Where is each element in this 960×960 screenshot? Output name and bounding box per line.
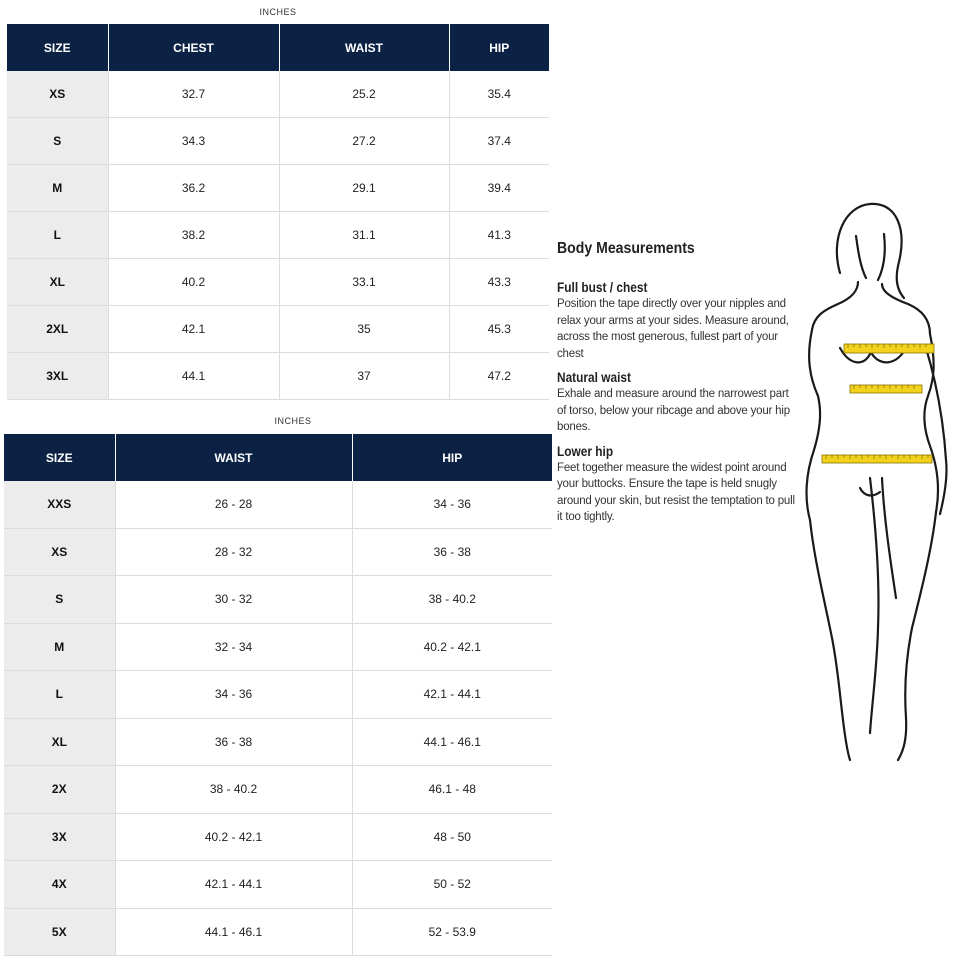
table-row <box>7 71 549 118</box>
measurement-cell: 34.3 <box>108 118 279 165</box>
column-header-size: SIZE <box>4 434 115 481</box>
table-row <box>7 306 549 353</box>
measurements-title: Body Measurements <box>557 240 695 257</box>
measurement-cell: 33.1 <box>279 259 449 306</box>
size-cell: XL <box>4 718 115 766</box>
table-header-row <box>4 434 552 481</box>
size-cell: XXS <box>4 481 115 528</box>
table-row <box>4 766 552 814</box>
measurement-cell: 44.1 - 46.1 <box>352 718 552 766</box>
measurement-cell: 44.1 <box>108 353 279 400</box>
measure-item-hip <box>557 444 797 526</box>
measurement-cell: 43.3 <box>449 259 549 306</box>
measurement-cell: 52 - 53.9 <box>352 908 552 956</box>
measurement-cell: 38 - 40.2 <box>352 576 552 624</box>
size-cell: 2XL <box>7 306 108 353</box>
unit-label-top: INCHES <box>259 7 297 17</box>
measurement-cell: 47.2 <box>449 353 549 400</box>
measure-heading: Natural waist <box>557 370 631 385</box>
measurement-cell: 35 <box>279 306 449 353</box>
measurement-cell: 25.2 <box>279 71 449 118</box>
measurement-cell: 27.2 <box>279 118 449 165</box>
measurement-cell: 31.1 <box>279 212 449 259</box>
table-row <box>4 671 552 719</box>
body-silhouette-icon <box>800 198 950 763</box>
size-cell: L <box>7 212 108 259</box>
table-row <box>4 908 552 956</box>
table-row <box>7 118 549 165</box>
measurement-cell: 50 - 52 <box>352 861 552 909</box>
column-header-chest: CHEST <box>108 24 279 71</box>
size-cell: XS <box>7 71 108 118</box>
measure-heading: Lower hip <box>557 443 614 459</box>
measure-item-bust <box>557 280 797 362</box>
size-cell: 3XL <box>7 353 108 400</box>
measurement-cell: 46.1 - 48 <box>352 766 552 814</box>
table-row <box>4 861 552 909</box>
measurement-cell: 29.1 <box>279 165 449 212</box>
table-row <box>7 353 549 400</box>
size-cell: M <box>4 623 115 671</box>
size-cell: 4X <box>4 861 115 909</box>
measure-text: Exhale and measure around the narrowest part of torso, below your ribcage and above your hip bones. <box>557 388 790 433</box>
size-chart-table-top <box>7 24 549 400</box>
measurement-cell: 38 - 40.2 <box>115 766 352 814</box>
column-header-hip: HIP <box>449 24 549 71</box>
size-cell: 5X <box>4 908 115 956</box>
measurement-cell: 40.2 <box>108 259 279 306</box>
measurement-cell: 37.4 <box>449 118 549 165</box>
column-header-waist: WAIST <box>279 24 449 71</box>
size-cell: XL <box>7 259 108 306</box>
size-cell: 2X <box>4 766 115 814</box>
table-row <box>7 165 549 212</box>
table-row <box>4 576 552 624</box>
table-row <box>7 212 549 259</box>
size-cell: S <box>7 118 108 165</box>
measurement-cell: 39.4 <box>449 165 549 212</box>
measurement-cell: 34 - 36 <box>352 481 552 528</box>
measurement-cell: 40.2 - 42.1 <box>352 623 552 671</box>
measurement-cell: 36 - 38 <box>352 528 552 576</box>
measurement-cell: 37 <box>279 353 449 400</box>
table-row <box>4 481 552 528</box>
measurement-cell: 32 - 34 <box>115 623 352 671</box>
table-row <box>4 813 552 861</box>
size-cell: 3X <box>4 813 115 861</box>
measurement-cell: 35.4 <box>449 71 549 118</box>
table-row <box>7 259 549 306</box>
size-cell: S <box>4 576 115 624</box>
measurement-cell: 42.1 <box>108 306 279 353</box>
unit-label-bottom: INCHES <box>274 416 312 426</box>
table-row <box>4 623 552 671</box>
column-header-hip: HIP <box>352 434 552 481</box>
measurement-cell: 36 - 38 <box>115 718 352 766</box>
size-cell: M <box>7 165 108 212</box>
measurement-cell: 32.7 <box>108 71 279 118</box>
measurement-cell: 40.2 - 42.1 <box>115 813 352 861</box>
measurement-cell: 42.1 - 44.1 <box>352 671 552 719</box>
size-cell: XS <box>4 528 115 576</box>
measure-text: Feet together measure the widest point around your buttocks. Ensure the tape is held snugly around your skin, but resist the temptation to pull it too tightly. <box>557 461 795 523</box>
column-header-size: SIZE <box>7 24 108 71</box>
measure-text: Position the tape directly over your nipples and relax your arms at your sides. Measure around, across the most generous, fullest part of your chest <box>557 298 789 360</box>
measurement-cell: 41.3 <box>449 212 549 259</box>
measurement-cell: 45.3 <box>449 306 549 353</box>
measurement-cell: 38.2 <box>108 212 279 259</box>
measure-item-waist <box>557 370 797 436</box>
measurement-cell: 26 - 28 <box>115 481 352 528</box>
table-row <box>4 718 552 766</box>
measurement-cell: 44.1 - 46.1 <box>115 908 352 956</box>
measure-heading: Full bust / chest <box>557 280 648 295</box>
measurement-cell: 36.2 <box>108 165 279 212</box>
measurement-cell: 34 - 36 <box>115 671 352 719</box>
body-measurements-panel <box>557 240 797 534</box>
size-cell: L <box>4 671 115 719</box>
measurement-cell: 48 - 50 <box>352 813 552 861</box>
table-header-row <box>7 24 549 71</box>
measurement-cell: 28 - 32 <box>115 528 352 576</box>
measurement-cell: 42.1 - 44.1 <box>115 861 352 909</box>
table-row <box>4 528 552 576</box>
column-header-waist: WAIST <box>115 434 352 481</box>
measurement-cell: 30 - 32 <box>115 576 352 624</box>
size-chart-table-bottom <box>4 434 552 956</box>
